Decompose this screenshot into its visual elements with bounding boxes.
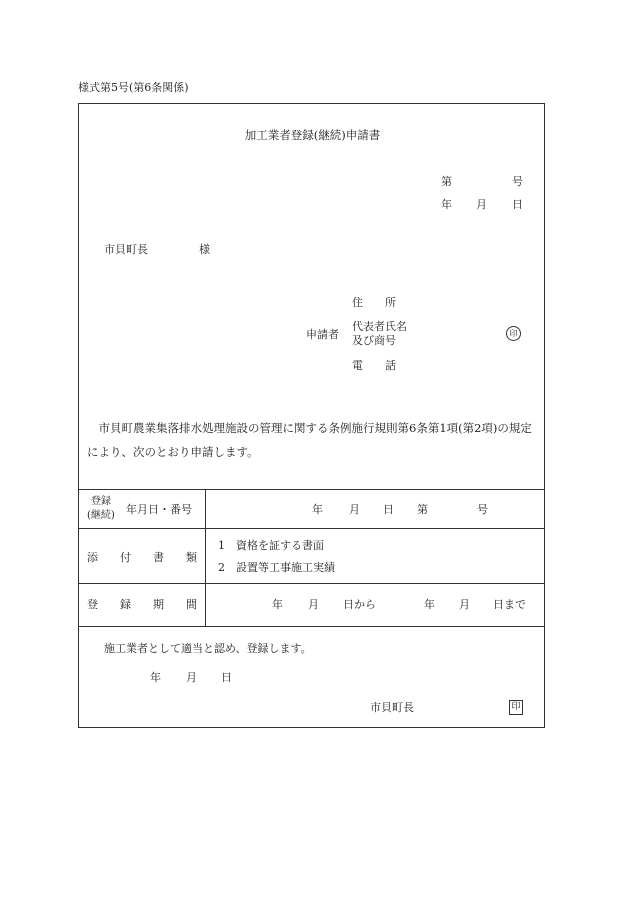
applicant-address-label: 住 所 [352,296,396,309]
form-number-label: 様式第5号(第6条関係) [78,81,189,94]
table-bottom-border [79,626,544,627]
period-from-year: 年 [272,598,283,611]
period-to-month: 月 [459,598,470,611]
table-column-divider [205,489,206,626]
period-from-month: 月 [308,598,319,611]
doc-date-year: 年 [441,198,452,211]
table-top-border [79,489,544,490]
form-title: 加工業者登録(継続)申請書 [244,128,381,142]
attachment-item: 1 資格を証する書面 [218,539,324,552]
attachment-item: 2 設置等工事施工実績 [218,561,335,574]
approval-text: 施工業者として適当と認め、登録します。 [104,642,312,655]
table-row-divider [79,528,544,529]
reg-date-label-rest: 年月日・番号 [126,503,192,516]
reg-date-month: 月 [349,503,360,516]
table-row-divider [79,583,544,584]
reg-date-year: 年 [312,503,323,516]
period-from-day: 日から [343,598,376,611]
period-to-day: 日まで [493,598,526,611]
approval-seal-mark: 印 [509,700,523,715]
reg-date-label-line1: 登録 [91,496,111,507]
application-body-text: 市貝町農業集落排水処理施設の管理に関する条例施行規則第6条第1項(第2項)の規定により、次のとおり申請します。 [87,421,532,459]
doc-number-dai: 第 [441,175,452,188]
doc-number-go: 号 [512,175,523,188]
approval-month: 月 [186,671,197,684]
applicant-label: 申請者 [306,328,339,341]
attachments-label: 添 付 書 類 [87,551,197,564]
applicant-rep-label-line2: 及び商号 [352,334,396,347]
period-label: 登 録 期 間 [87,598,197,611]
approval-signer: 市貝町長 [370,701,414,714]
doc-date-day: 日 [512,198,523,211]
applicant-rep-label-line1: 代表者氏名 [352,320,407,333]
reg-date-go: 号 [477,503,488,516]
reg-date-dai: 第 [417,503,428,516]
approval-day: 日 [221,671,232,684]
period-to-year: 年 [424,598,435,611]
reg-date-day: 日 [383,503,394,516]
approval-year: 年 [150,671,161,684]
doc-date-month: 月 [476,198,487,211]
reg-date-label-line2: (継続) [87,510,115,521]
addressee-honorific: 様 [199,243,210,256]
application-form-frame [78,103,545,728]
addressee-name: 市貝町長 [104,243,148,256]
applicant-seal-mark: 印 [506,326,521,341]
applicant-phone-label: 電 話 [352,359,396,372]
